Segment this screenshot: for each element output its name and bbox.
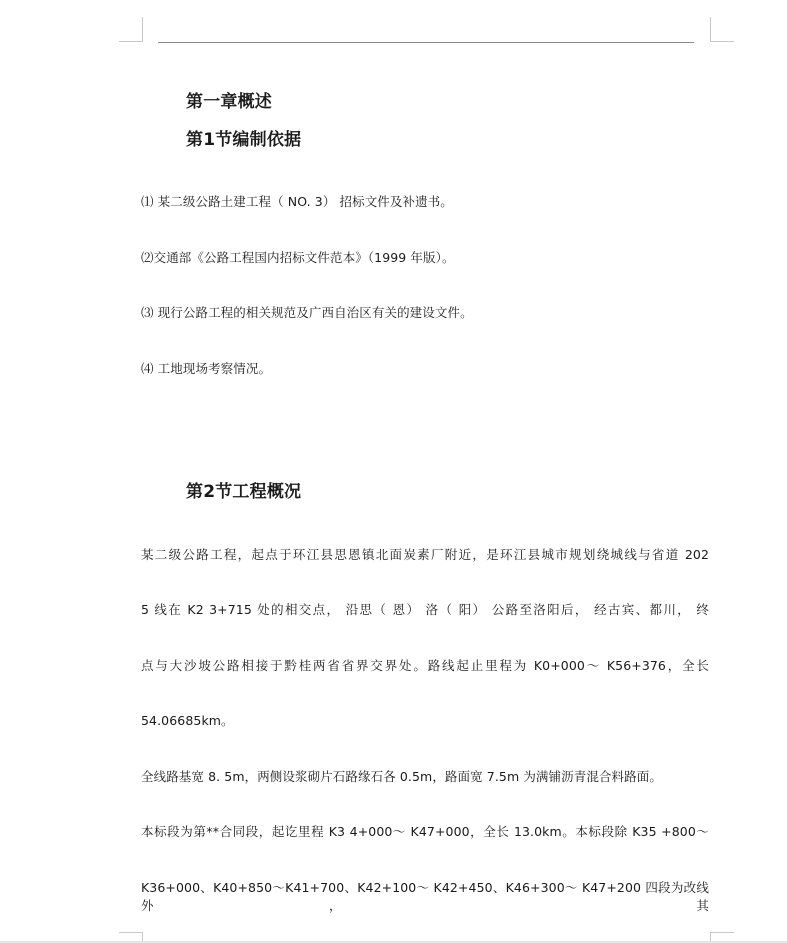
crop-mark-top-left-h — [119, 41, 143, 42]
crop-mark-top-left-v — [142, 17, 143, 41]
basis-item-3: ⑶ 现行公路工程的相关规范及广西自治区有关的建设文件。 — [141, 305, 473, 320]
section-2-title: 第2节工程概况 — [186, 482, 302, 502]
crop-mark-bottom-right-h — [710, 932, 734, 933]
chapter-title: 第一章概述 — [186, 92, 272, 112]
header-rule — [158, 42, 694, 43]
section-1-title: 第1节编制依据 — [186, 130, 302, 150]
overview-line-4: 54.06685km。 — [141, 713, 234, 728]
basis-item-1: ⑴ 某二级公路土建工程（ NO. 3） 招标文件及补遗书。 — [141, 194, 453, 209]
crop-mark-bottom-left-h — [119, 932, 143, 933]
crop-mark-top-right-v — [710, 17, 711, 41]
overview-line-1: 某二级公路工程，起点于环江县思恩镇北面炭素厂附近，是环江县城市规划绕城线与省道 202 — [141, 547, 709, 562]
overview-line-7: K36+000、K40+850～K41+700、K42+100～ K42+450、K46+300～ K47+200 四段为改线外， 其 — [141, 880, 709, 913]
basis-item-2: ⑵交通部《公路工程国内招标文件范本》（1999 年版）。 — [141, 250, 455, 265]
overview-line-3: 点与大沙坡公路相接于黔桂两省省界交界处。路线起止里程为 K0+000～ K56+376，全长 — [141, 658, 709, 673]
crop-mark-top-right-h — [710, 41, 734, 42]
basis-item-4: ⑷ 工地现场考察情况。 — [141, 361, 272, 376]
overview-line-2: 5 线在 K2 3+715 处的相交点， 沿思（ 恩） 洛（ 阳） 公路至洛阳后， 经古宾、都川， 终 — [141, 602, 709, 617]
overview-line-5: 全线路基宽 8. 5m，两侧设浆砌片石路缘石各 0.5m，路面宽 7.5m 为满铺沥青混合料路面。 — [141, 769, 662, 784]
overview-line-6: 本标段为第**合同段，起讫里程 K3 4+000～ K47+000，全长 13.0km。本标段除 K35 +800～ — [141, 824, 709, 839]
